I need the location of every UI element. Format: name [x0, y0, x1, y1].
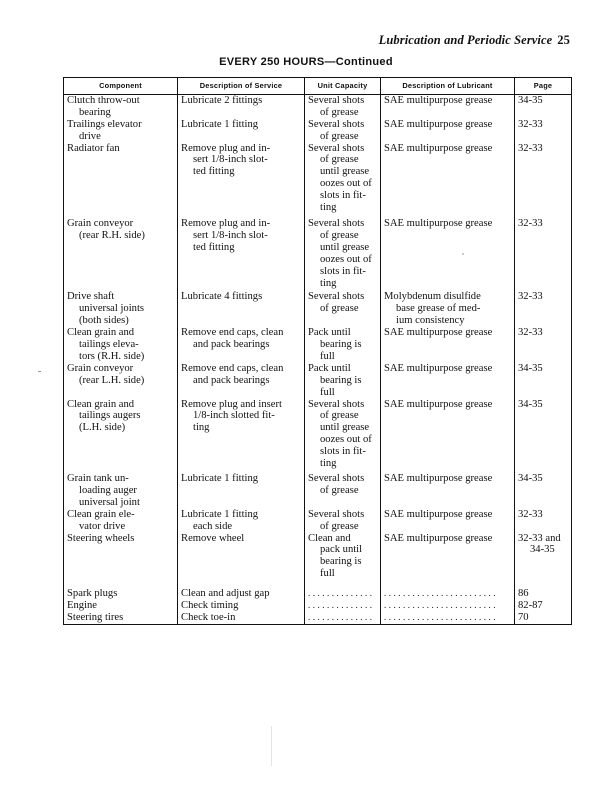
cell-page — [515, 612, 572, 624]
cell-lubricant — [381, 473, 515, 509]
cell-capacity — [305, 327, 381, 363]
cell-page — [515, 291, 572, 327]
cell-page-text: 32-33 — [518, 217, 543, 229]
column-header-page: Page — [515, 78, 572, 95]
cell-capacity — [305, 94, 381, 118]
cell-service — [178, 291, 305, 327]
cell-component-text: Drive shaft universal joints (both sides) — [67, 291, 145, 327]
cell-component — [64, 533, 178, 581]
cell-page — [515, 509, 572, 533]
cell-component — [64, 600, 178, 612]
cell-service-text: Remove wheel — [181, 532, 245, 544]
cell-lubricant — [381, 119, 515, 143]
cell-service-text: Remove plug and insert 1/8-inch slotted fit- ting — [181, 398, 282, 434]
table-row — [64, 327, 572, 363]
cell-service — [178, 327, 305, 363]
cell-lubricant-text: SAE multipurpose grease — [384, 94, 493, 106]
cell-page — [515, 143, 572, 214]
section-title: Lubrication and Periodic Service — [378, 33, 553, 47]
cell-component-text: Radiator fan — [67, 142, 120, 154]
table-row — [64, 600, 572, 612]
cell-capacity-text: Several shots of grease — [308, 118, 365, 142]
cell-service — [178, 600, 305, 612]
cell-component — [64, 509, 178, 533]
cell-service — [178, 533, 305, 581]
fold-line — [271, 726, 272, 766]
cell-capacity — [305, 533, 381, 581]
cell-lubricant — [381, 143, 515, 214]
cell-page — [515, 327, 572, 363]
dot-leader: ........................ — [381, 600, 515, 612]
cell-lubricant — [381, 218, 515, 289]
cell-page — [515, 119, 572, 143]
cell-capacity — [305, 363, 381, 399]
cell-page — [515, 399, 572, 470]
cell-service — [178, 119, 305, 143]
table-row — [64, 218, 572, 289]
cell-page — [515, 588, 572, 600]
cell-capacity-text: Clean and pack until bearing is full — [308, 532, 363, 580]
cell-page — [515, 218, 572, 289]
cell-service-text: Remove plug and in- sert 1/8-inch slot- ted fitting — [181, 217, 271, 253]
cell-page-text: 70 — [518, 611, 529, 623]
cell-component-text: Steering tires — [67, 611, 124, 623]
table-row — [64, 363, 572, 399]
cell-capacity-text: Several shots of grease — [308, 94, 365, 118]
cell-lubricant — [381, 509, 515, 533]
cell-service — [178, 143, 305, 214]
cell-capacity-text: Several shots of grease until grease oozes out of slots in fit- ting — [308, 398, 372, 470]
cell-page — [515, 473, 572, 509]
cell-component — [64, 218, 178, 289]
cell-capacity-text: Several shots of grease — [308, 508, 365, 532]
cell-component-text: Grain tank un- loading auger universal joint — [67, 473, 140, 508]
cell-service — [178, 94, 305, 118]
cell-component-text: Grain conveyor (rear R.H. side) — [67, 217, 145, 241]
cell-service — [178, 473, 305, 509]
spacer-cell — [64, 580, 178, 588]
table-row — [64, 94, 572, 118]
cell-lubricant — [381, 291, 515, 327]
spacer-cell — [381, 580, 515, 588]
cell-component-text: Clean grain and tailings augers (L.H. side) — [67, 398, 141, 434]
cell-capacity-text: Several shots of grease until grease oozes out of slots in fit- ting — [308, 217, 372, 289]
cell-lubricant — [381, 94, 515, 118]
dot-leader: .............. — [305, 600, 381, 612]
cell-capacity — [305, 509, 381, 533]
cell-component — [64, 94, 178, 118]
cell-page — [515, 94, 572, 118]
cell-page-text: 32-33 and 34-35 — [518, 532, 561, 556]
cell-component-text: Engine — [67, 600, 98, 612]
cell-capacity — [305, 473, 381, 509]
cell-service-text: Lubricate 2 fittings — [181, 94, 263, 106]
table-row — [64, 143, 572, 214]
cell-capacity-text: Pack until bearing is full — [308, 327, 362, 362]
cell-service-text: Lubricate 4 fittings — [181, 291, 263, 303]
cell-page-text: 34-35 — [518, 398, 543, 410]
cell-lubricant — [381, 363, 515, 399]
page-number: 25 — [557, 33, 570, 47]
cell-lubricant — [381, 327, 515, 363]
cell-lubricant-text: SAE multipurpose grease — [384, 327, 493, 339]
cell-lubricant-text: SAE multipurpose grease — [384, 508, 493, 520]
cell-lubricant-text: SAE multipurpose grease — [384, 473, 493, 484]
cell-page — [515, 363, 572, 399]
dot-leader: ........................ — [381, 588, 515, 600]
header-row — [64, 78, 572, 95]
cell-component-text: Clean grain ele- vator drive — [67, 508, 135, 532]
cell-service — [178, 399, 305, 470]
cell-service-text: Check toe-in — [181, 611, 236, 623]
cell-lubricant-text: Molybdenum disulfide base grease of med- ium consistency — [384, 291, 481, 327]
cell-component-text: Trailings elevator drive — [67, 118, 142, 142]
cell-service-text: Clean and adjust gap — [181, 588, 270, 600]
cell-service-text: Lubricate 1 fitting — [181, 118, 259, 130]
spacer-cell — [515, 580, 572, 588]
cell-service — [178, 612, 305, 624]
cell-capacity — [305, 119, 381, 143]
cell-page-text: 32-33 — [518, 508, 543, 520]
dot-leader: .............. — [305, 612, 381, 624]
cell-component — [64, 399, 178, 470]
cell-page-text: 32-33 — [518, 118, 543, 130]
cell-service-text: Remove end caps, clean and pack bearings — [181, 327, 284, 351]
cell-page-text: 32-33 — [518, 291, 543, 303]
table-row — [64, 588, 572, 600]
cell-page — [515, 533, 572, 581]
cell-capacity — [305, 143, 381, 214]
cell-component-text: Steering wheels — [67, 532, 135, 544]
cell-page-text: 32-33 — [518, 142, 543, 154]
cell-page-text: 86 — [518, 588, 529, 600]
column-header-component: Component — [64, 78, 178, 95]
cell-page-text: 82-87 — [518, 600, 543, 612]
cell-component — [64, 119, 178, 143]
spacer-cell — [305, 580, 381, 588]
cell-component — [64, 473, 178, 509]
cell-capacity-text: Several shots of grease — [308, 291, 365, 315]
speck-mark — [462, 253, 464, 255]
table-row — [64, 119, 572, 143]
cell-service — [178, 509, 305, 533]
dot-leader: ........................ — [381, 612, 515, 624]
cell-lubricant-text: SAE multipurpose grease — [384, 532, 493, 544]
cell-service-text: Check timing — [181, 600, 239, 612]
cell-component-text: Clutch throw-out bearing — [67, 94, 140, 118]
cell-service-text: Remove end caps, clean and pack bearings — [181, 362, 284, 386]
cell-service-text: Lubricate 1 fitting each side — [181, 508, 259, 532]
table-row — [64, 612, 572, 624]
cell-lubricant-text: SAE multipurpose grease — [384, 362, 493, 374]
cell-service-text: Remove plug and in- sert 1/8-inch slot- ted fitting — [181, 142, 271, 178]
cell-capacity-text: Several shots of grease until grease oozes out of slots in fit- ting — [308, 142, 372, 214]
cell-service — [178, 588, 305, 600]
cell-page-text: 34-35 — [518, 362, 543, 374]
table-row — [64, 399, 572, 470]
cell-service — [178, 363, 305, 399]
cell-component — [64, 612, 178, 624]
column-header-lubricant: Description of Lubricant — [381, 78, 515, 95]
cell-page-text: 34-35 — [518, 94, 543, 106]
cell-component-text: Clean grain and tailings eleva- tors (R.H. side) — [67, 327, 145, 362]
service-table — [63, 77, 572, 625]
column-header-capacity: Unit Capacity — [305, 78, 381, 95]
cell-capacity-text: Pack until bearing is full — [308, 362, 362, 398]
table-row — [64, 473, 572, 509]
cell-page-text: 34-35 — [518, 473, 543, 484]
row-spacer — [64, 580, 572, 588]
cell-lubricant — [381, 533, 515, 581]
cell-lubricant-text: SAE multipurpose grease — [384, 398, 493, 410]
margin-mark — [38, 371, 41, 372]
cell-component — [64, 143, 178, 214]
table-row — [64, 533, 572, 581]
cell-component-text: Spark plugs — [67, 588, 118, 600]
cell-component-text: Grain conveyor (rear L.H. side) — [67, 362, 145, 386]
dot-leader: .............. — [305, 588, 381, 600]
cell-lubricant-text: SAE multipurpose grease — [384, 142, 493, 154]
cell-page-text: 32-33 — [518, 327, 543, 339]
cell-service — [178, 218, 305, 289]
cell-component — [64, 291, 178, 327]
cell-lubricant — [381, 399, 515, 470]
cell-capacity — [305, 218, 381, 289]
table-row — [64, 509, 572, 533]
cell-component — [64, 588, 178, 600]
cell-capacity-text: Several shots of grease — [308, 473, 365, 496]
cell-service-text: Lubricate 1 fitting — [181, 473, 259, 484]
table-body — [64, 94, 572, 624]
running-header — [379, 33, 570, 48]
spacer-cell — [178, 580, 305, 588]
cell-component — [64, 327, 178, 363]
cell-page — [515, 600, 572, 612]
cell-capacity — [305, 291, 381, 327]
cell-capacity — [305, 399, 381, 470]
cell-component — [64, 363, 178, 399]
cell-lubricant-text: SAE multipurpose grease — [384, 118, 493, 130]
column-header-service: Description of Service — [178, 78, 305, 95]
table-title: EVERY 250 HOURS—Continued — [219, 56, 393, 68]
cell-lubricant-text: SAE multipurpose grease — [384, 217, 493, 229]
table-row — [64, 291, 572, 327]
